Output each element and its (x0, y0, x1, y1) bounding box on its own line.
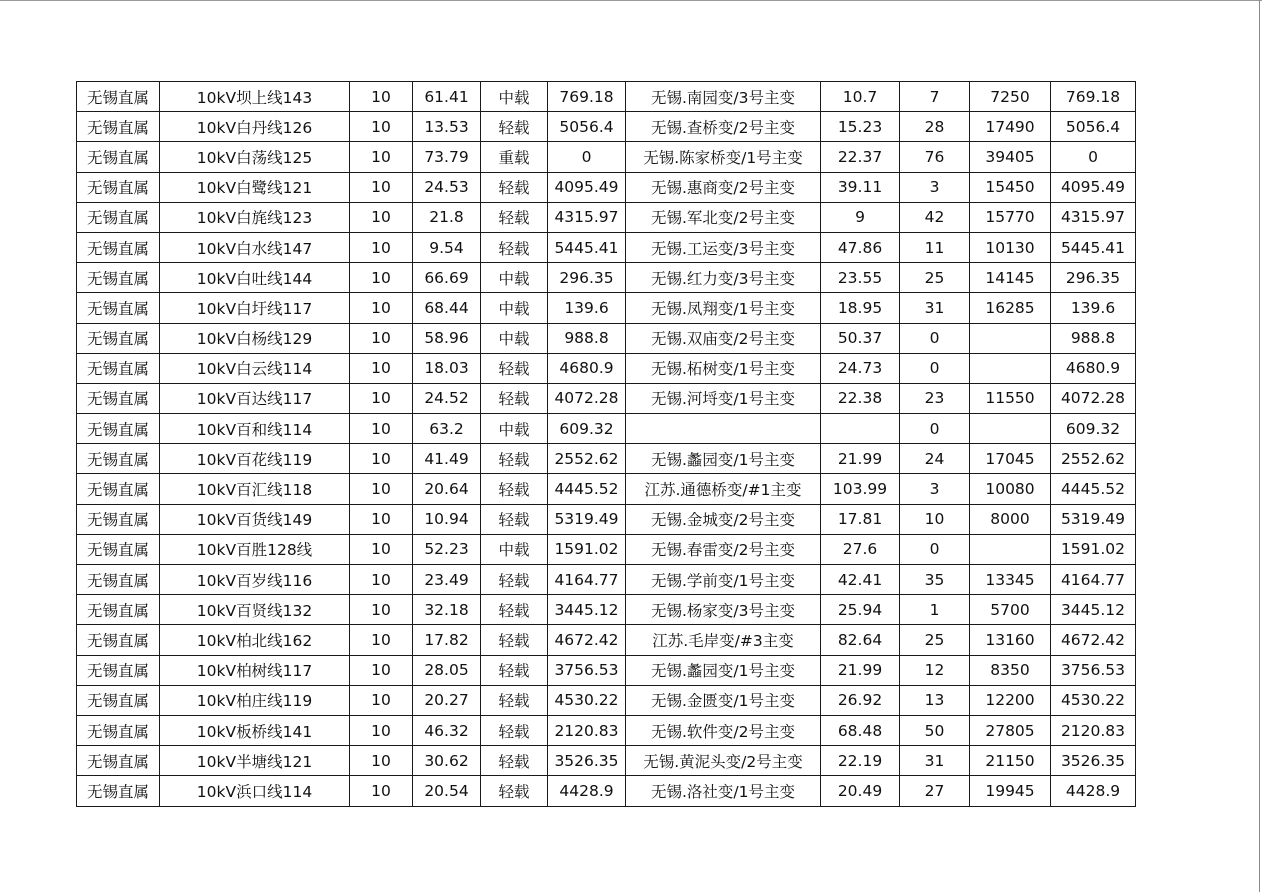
cell-voltage: 10 (350, 172, 413, 202)
cell-user-count: 25 (900, 625, 970, 655)
cell-available-capacity: 4428.9 (548, 776, 626, 806)
cell-transformer-load-rate (821, 414, 900, 444)
cell-voltage: 10 (350, 625, 413, 655)
cell-load-status: 轻载 (481, 655, 548, 685)
cell-user-count: 0 (900, 353, 970, 383)
table-row (77, 263, 1136, 293)
cell-voltage: 10 (350, 655, 413, 685)
cell-transformer-load-rate: 27.6 (821, 534, 900, 564)
cell-unit: 无锡直属 (77, 474, 160, 504)
cell-line-name: 10kV百胜128线 (160, 534, 350, 564)
cell-voltage: 10 (350, 142, 413, 172)
cell-transformer-load-rate: 39.11 (821, 172, 900, 202)
cell-line-name: 10kV白鹭线121 (160, 172, 350, 202)
cell-unit: 无锡直属 (77, 685, 160, 715)
cell-user-count: 25 (900, 263, 970, 293)
cell-unit: 无锡直属 (77, 172, 160, 202)
cell-user-capacity: 15450 (970, 172, 1051, 202)
cell-load-status: 轻载 (481, 353, 548, 383)
cell-voltage: 10 (350, 383, 413, 413)
cell-user-count: 3 (900, 172, 970, 202)
cell-unit: 无锡直属 (77, 383, 160, 413)
cell-load-rate: 30.62 (413, 746, 481, 776)
cell-transformer-load-rate: 22.19 (821, 746, 900, 776)
cell-available-capacity: 3526.35 (548, 746, 626, 776)
cell-load-status: 轻载 (481, 474, 548, 504)
cell-transformer-load-rate: 68.48 (821, 715, 900, 745)
cell-available-capacity: 3445.12 (548, 595, 626, 625)
cell-user-capacity: 12200 (970, 685, 1051, 715)
cell-unit: 无锡直属 (77, 202, 160, 232)
cell-load-rate: 23.49 (413, 565, 481, 595)
cell-voltage: 10 (350, 82, 413, 112)
cell-load-rate: 20.27 (413, 685, 481, 715)
cell-unit: 无锡直属 (77, 565, 160, 595)
cell-available-capacity: 769.18 (548, 82, 626, 112)
cell-unit: 无锡直属 (77, 353, 160, 383)
cell-line-name: 10kV白旄线123 (160, 202, 350, 232)
cell-load-rate: 9.54 (413, 232, 481, 262)
table-row (77, 414, 1136, 444)
cell-load-rate: 13.53 (413, 112, 481, 142)
cell-line-name: 10kV白云线114 (160, 353, 350, 383)
cell-load-rate: 10.94 (413, 504, 481, 534)
cell-load-status: 轻载 (481, 504, 548, 534)
cell-user-count: 0 (900, 323, 970, 353)
cell-line-name: 10kV百岁线116 (160, 565, 350, 595)
cell-load-rate: 46.32 (413, 715, 481, 745)
cell-user-count: 35 (900, 565, 970, 595)
table-row (77, 353, 1136, 383)
cell-unit: 无锡直属 (77, 142, 160, 172)
cell-voltage: 10 (350, 685, 413, 715)
cell-remaining-capacity: 4164.77 (1051, 565, 1136, 595)
cell-load-status: 轻载 (481, 383, 548, 413)
cell-line-name: 10kV百达线117 (160, 383, 350, 413)
cell-transformer-load-rate: 24.73 (821, 353, 900, 383)
cell-transformer: 无锡.双庙变/2号主变 (626, 323, 821, 353)
cell-available-capacity: 2120.83 (548, 715, 626, 745)
cell-load-rate: 68.44 (413, 293, 481, 323)
cell-available-capacity: 4315.97 (548, 202, 626, 232)
table-row (77, 444, 1136, 474)
cell-unit: 无锡直属 (77, 82, 160, 112)
cell-user-capacity: 10130 (970, 232, 1051, 262)
cell-unit: 无锡直属 (77, 444, 160, 474)
cell-transformer: 无锡.军北变/2号主变 (626, 202, 821, 232)
cell-line-name: 10kV百花线119 (160, 444, 350, 474)
cell-remaining-capacity: 5445.41 (1051, 232, 1136, 262)
table-row (77, 474, 1136, 504)
cell-voltage: 10 (350, 112, 413, 142)
cell-voltage: 10 (350, 776, 413, 806)
table-row (77, 142, 1136, 172)
cell-load-status: 轻载 (481, 444, 548, 474)
cell-transformer: 无锡.南园变/3号主变 (626, 82, 821, 112)
cell-load-status: 轻载 (481, 685, 548, 715)
cell-remaining-capacity: 3526.35 (1051, 746, 1136, 776)
table-row (77, 293, 1136, 323)
cell-user-capacity: 21150 (970, 746, 1051, 776)
cell-unit: 无锡直属 (77, 323, 160, 353)
cell-load-status: 轻载 (481, 112, 548, 142)
cell-line-name: 10kV半塘线121 (160, 746, 350, 776)
cell-line-name: 10kV白圩线117 (160, 293, 350, 323)
cell-transformer-load-rate: 21.99 (821, 655, 900, 685)
cell-voltage: 10 (350, 232, 413, 262)
cell-voltage: 10 (350, 323, 413, 353)
table-row (77, 625, 1136, 655)
cell-line-name: 10kV柏北线162 (160, 625, 350, 655)
cell-load-rate: 20.54 (413, 776, 481, 806)
cell-available-capacity: 2552.62 (548, 444, 626, 474)
cell-available-capacity: 139.6 (548, 293, 626, 323)
cell-remaining-capacity: 4445.52 (1051, 474, 1136, 504)
page-top-edge (0, 0, 1262, 1)
cell-load-rate: 63.2 (413, 414, 481, 444)
cell-available-capacity: 5445.41 (548, 232, 626, 262)
cell-remaining-capacity: 5056.4 (1051, 112, 1136, 142)
cell-line-name: 10kV白水线147 (160, 232, 350, 262)
cell-user-count: 28 (900, 112, 970, 142)
cell-unit: 无锡直属 (77, 414, 160, 444)
cell-user-count: 0 (900, 534, 970, 564)
cell-remaining-capacity: 0 (1051, 142, 1136, 172)
cell-load-rate: 24.52 (413, 383, 481, 413)
cell-load-rate: 41.49 (413, 444, 481, 474)
table-row (77, 232, 1136, 262)
cell-unit: 无锡直属 (77, 112, 160, 142)
cell-load-status: 中载 (481, 414, 548, 444)
cell-transformer: 无锡.金匮变/1号主变 (626, 685, 821, 715)
cell-load-rate: 61.41 (413, 82, 481, 112)
cell-remaining-capacity: 988.8 (1051, 323, 1136, 353)
cell-transformer-load-rate: 50.37 (821, 323, 900, 353)
cell-line-name: 10kV百汇线118 (160, 474, 350, 504)
cell-voltage: 10 (350, 263, 413, 293)
cell-user-count: 3 (900, 474, 970, 504)
cell-unit: 无锡直属 (77, 263, 160, 293)
cell-available-capacity: 5319.49 (548, 504, 626, 534)
cell-load-status: 中载 (481, 263, 548, 293)
cell-user-count: 0 (900, 414, 970, 444)
cell-transformer-load-rate: 82.64 (821, 625, 900, 655)
cell-user-count: 50 (900, 715, 970, 745)
cell-remaining-capacity: 4672.42 (1051, 625, 1136, 655)
cell-transformer-load-rate: 17.81 (821, 504, 900, 534)
cell-line-name: 10kV柏树线117 (160, 655, 350, 685)
cell-voltage: 10 (350, 293, 413, 323)
cell-available-capacity: 4672.42 (548, 625, 626, 655)
cell-load-status: 轻载 (481, 232, 548, 262)
cell-available-capacity: 988.8 (548, 323, 626, 353)
cell-load-rate: 52.23 (413, 534, 481, 564)
cell-transformer: 无锡.工运变/3号主变 (626, 232, 821, 262)
cell-transformer: 无锡.学前变/1号主变 (626, 565, 821, 595)
cell-unit: 无锡直属 (77, 655, 160, 685)
cell-load-rate: 58.96 (413, 323, 481, 353)
cell-available-capacity: 3756.53 (548, 655, 626, 685)
cell-transformer: 无锡.陈家桥变/1号主变 (626, 142, 821, 172)
cell-line-name: 10kV百和线114 (160, 414, 350, 444)
cell-load-status: 轻载 (481, 202, 548, 232)
cell-transformer: 无锡.杨家变/3号主变 (626, 595, 821, 625)
cell-user-count: 13 (900, 685, 970, 715)
cell-user-capacity: 39405 (970, 142, 1051, 172)
cell-voltage: 10 (350, 444, 413, 474)
table-row (77, 685, 1136, 715)
cell-transformer: 无锡.蠡园变/1号主变 (626, 444, 821, 474)
cell-unit: 无锡直属 (77, 504, 160, 534)
cell-transformer: 无锡.查桥变/2号主变 (626, 112, 821, 142)
table-row (77, 323, 1136, 353)
cell-voltage: 10 (350, 595, 413, 625)
cell-load-status: 轻载 (481, 715, 548, 745)
cell-available-capacity: 4530.22 (548, 685, 626, 715)
cell-transformer: 无锡.蠡园变/1号主变 (626, 655, 821, 685)
cell-available-capacity: 5056.4 (548, 112, 626, 142)
cell-available-capacity: 4445.52 (548, 474, 626, 504)
cell-line-name: 10kV百贤线132 (160, 595, 350, 625)
cell-transformer: 无锡.柘树变/1号主变 (626, 353, 821, 383)
cell-load-rate: 28.05 (413, 655, 481, 685)
cell-user-capacity (970, 414, 1051, 444)
table-row (77, 504, 1136, 534)
cell-transformer-load-rate: 25.94 (821, 595, 900, 625)
cell-available-capacity: 4095.49 (548, 172, 626, 202)
cell-user-count: 7 (900, 82, 970, 112)
table-row (77, 655, 1136, 685)
cell-transformer-load-rate: 23.55 (821, 263, 900, 293)
cell-voltage: 10 (350, 353, 413, 383)
cell-load-status: 重载 (481, 142, 548, 172)
cell-user-count: 27 (900, 776, 970, 806)
cell-user-count: 24 (900, 444, 970, 474)
cell-voltage: 10 (350, 414, 413, 444)
cell-transformer: 无锡.黄泥头变/2号主变 (626, 746, 821, 776)
table-row (77, 172, 1136, 202)
cell-load-status: 轻载 (481, 595, 548, 625)
table-row (77, 534, 1136, 564)
cell-transformer: 无锡.红力变/3号主变 (626, 263, 821, 293)
cell-user-count: 12 (900, 655, 970, 685)
cell-remaining-capacity: 2552.62 (1051, 444, 1136, 474)
cell-transformer: 江苏.毛岸变/#3主变 (626, 625, 821, 655)
cell-remaining-capacity: 4095.49 (1051, 172, 1136, 202)
cell-user-count: 10 (900, 504, 970, 534)
cell-available-capacity: 4680.9 (548, 353, 626, 383)
cell-user-capacity: 11550 (970, 383, 1051, 413)
cell-remaining-capacity: 1591.02 (1051, 534, 1136, 564)
cell-user-count: 11 (900, 232, 970, 262)
cell-unit: 无锡直属 (77, 534, 160, 564)
cell-load-status: 中载 (481, 293, 548, 323)
cell-transformer: 无锡.软件变/2号主变 (626, 715, 821, 745)
cell-remaining-capacity: 4680.9 (1051, 353, 1136, 383)
table-body (77, 82, 1136, 807)
cell-remaining-capacity: 3445.12 (1051, 595, 1136, 625)
cell-line-name: 10kV百货线149 (160, 504, 350, 534)
cell-unit: 无锡直属 (77, 625, 160, 655)
cell-user-capacity: 5700 (970, 595, 1051, 625)
cell-user-count: 76 (900, 142, 970, 172)
cell-available-capacity: 4164.77 (548, 565, 626, 595)
cell-transformer: 无锡.惠商变/2号主变 (626, 172, 821, 202)
cell-load-rate: 73.79 (413, 142, 481, 172)
cell-load-rate: 24.53 (413, 172, 481, 202)
feeder-load-table (76, 81, 1136, 807)
cell-load-rate: 17.82 (413, 625, 481, 655)
cell-line-name: 10kV白丹线126 (160, 112, 350, 142)
cell-user-count: 23 (900, 383, 970, 413)
cell-load-rate: 18.03 (413, 353, 481, 383)
cell-user-capacity: 8350 (970, 655, 1051, 685)
cell-transformer-load-rate: 15.23 (821, 112, 900, 142)
cell-user-capacity: 19945 (970, 776, 1051, 806)
cell-unit: 无锡直属 (77, 715, 160, 745)
cell-load-rate: 66.69 (413, 263, 481, 293)
cell-load-status: 中载 (481, 323, 548, 353)
cell-remaining-capacity: 3756.53 (1051, 655, 1136, 685)
cell-load-rate: 32.18 (413, 595, 481, 625)
cell-remaining-capacity: 4315.97 (1051, 202, 1136, 232)
cell-load-status: 中载 (481, 534, 548, 564)
cell-line-name: 10kV柏庄线119 (160, 685, 350, 715)
cell-transformer-load-rate: 103.99 (821, 474, 900, 504)
cell-load-status: 轻载 (481, 746, 548, 776)
cell-user-capacity (970, 353, 1051, 383)
table-row (77, 776, 1136, 806)
cell-user-capacity: 8000 (970, 504, 1051, 534)
cell-transformer-load-rate: 10.7 (821, 82, 900, 112)
cell-line-name: 10kV白吐线144 (160, 263, 350, 293)
cell-user-capacity: 13160 (970, 625, 1051, 655)
cell-remaining-capacity: 2120.83 (1051, 715, 1136, 745)
cell-transformer-load-rate: 20.49 (821, 776, 900, 806)
cell-user-count: 31 (900, 293, 970, 323)
cell-line-name: 10kV板桥线141 (160, 715, 350, 745)
cell-line-name: 10kV坝上线143 (160, 82, 350, 112)
cell-line-name: 10kV浜口线114 (160, 776, 350, 806)
cell-line-name: 10kV白杨线129 (160, 323, 350, 353)
cell-voltage: 10 (350, 565, 413, 595)
cell-transformer: 江苏.通德桥变/#1主变 (626, 474, 821, 504)
cell-load-rate: 21.8 (413, 202, 481, 232)
cell-remaining-capacity: 4072.28 (1051, 383, 1136, 413)
cell-remaining-capacity: 609.32 (1051, 414, 1136, 444)
cell-user-capacity: 27805 (970, 715, 1051, 745)
cell-available-capacity: 0 (548, 142, 626, 172)
cell-voltage: 10 (350, 715, 413, 745)
cell-voltage: 10 (350, 534, 413, 564)
cell-remaining-capacity: 769.18 (1051, 82, 1136, 112)
cell-available-capacity: 296.35 (548, 263, 626, 293)
cell-transformer: 无锡.金城变/2号主变 (626, 504, 821, 534)
cell-user-capacity (970, 323, 1051, 353)
cell-unit: 无锡直属 (77, 776, 160, 806)
cell-user-count: 1 (900, 595, 970, 625)
cell-available-capacity: 1591.02 (548, 534, 626, 564)
page-right-edge (1259, 0, 1260, 892)
cell-remaining-capacity: 4530.22 (1051, 685, 1136, 715)
cell-user-capacity: 14145 (970, 263, 1051, 293)
cell-transformer-load-rate: 9 (821, 202, 900, 232)
table-row (77, 383, 1136, 413)
cell-transformer (626, 414, 821, 444)
cell-user-capacity: 17490 (970, 112, 1051, 142)
cell-user-capacity: 13345 (970, 565, 1051, 595)
cell-remaining-capacity: 296.35 (1051, 263, 1136, 293)
cell-transformer-load-rate: 26.92 (821, 685, 900, 715)
cell-unit: 无锡直属 (77, 746, 160, 776)
cell-load-status: 轻载 (481, 565, 548, 595)
cell-voltage: 10 (350, 202, 413, 232)
cell-transformer-load-rate: 21.99 (821, 444, 900, 474)
cell-remaining-capacity: 139.6 (1051, 293, 1136, 323)
cell-transformer-load-rate: 22.38 (821, 383, 900, 413)
cell-voltage: 10 (350, 504, 413, 534)
cell-user-capacity: 10080 (970, 474, 1051, 504)
cell-transformer-load-rate: 22.37 (821, 142, 900, 172)
cell-user-capacity: 16285 (970, 293, 1051, 323)
cell-remaining-capacity: 4428.9 (1051, 776, 1136, 806)
cell-load-status: 轻载 (481, 625, 548, 655)
cell-unit: 无锡直属 (77, 293, 160, 323)
cell-voltage: 10 (350, 746, 413, 776)
cell-transformer: 无锡.春雷变/2号主变 (626, 534, 821, 564)
cell-voltage: 10 (350, 474, 413, 504)
cell-unit: 无锡直属 (77, 595, 160, 625)
cell-user-capacity (970, 534, 1051, 564)
table-row (77, 202, 1136, 232)
cell-user-capacity: 15770 (970, 202, 1051, 232)
cell-user-count: 31 (900, 746, 970, 776)
table-row (77, 112, 1136, 142)
cell-user-count: 42 (900, 202, 970, 232)
cell-transformer: 无锡.洛社变/1号主变 (626, 776, 821, 806)
cell-transformer-load-rate: 42.41 (821, 565, 900, 595)
cell-user-capacity: 17045 (970, 444, 1051, 474)
cell-transformer-load-rate: 47.86 (821, 232, 900, 262)
table-row (77, 746, 1136, 776)
cell-transformer: 无锡.凤翔变/1号主变 (626, 293, 821, 323)
cell-available-capacity: 4072.28 (548, 383, 626, 413)
cell-remaining-capacity: 5319.49 (1051, 504, 1136, 534)
table-row (77, 82, 1136, 112)
cell-transformer: 无锡.河埒变/1号主变 (626, 383, 821, 413)
cell-user-capacity: 7250 (970, 82, 1051, 112)
cell-load-status: 中载 (481, 82, 548, 112)
cell-unit: 无锡直属 (77, 232, 160, 262)
cell-line-name: 10kV白荡线125 (160, 142, 350, 172)
table-row (77, 595, 1136, 625)
cell-load-rate: 20.64 (413, 474, 481, 504)
cell-load-status: 轻载 (481, 172, 548, 202)
table-row (77, 715, 1136, 745)
cell-load-status: 轻载 (481, 776, 548, 806)
cell-available-capacity: 609.32 (548, 414, 626, 444)
table-row (77, 565, 1136, 595)
cell-transformer-load-rate: 18.95 (821, 293, 900, 323)
